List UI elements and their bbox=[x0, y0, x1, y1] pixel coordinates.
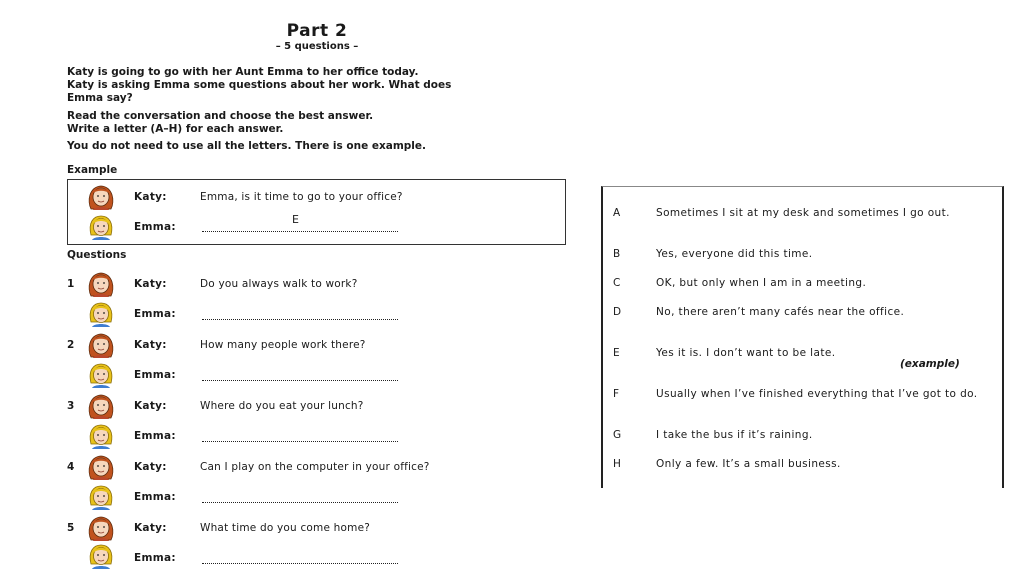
example-box bbox=[67, 179, 566, 245]
emma-avatar-icon bbox=[83, 422, 119, 450]
instruction-line-1: Read the conversation and choose the best answer. bbox=[67, 110, 374, 122]
option-letter: D bbox=[613, 306, 622, 318]
question-emma-label: Emma: bbox=[134, 552, 176, 564]
option-letter: H bbox=[613, 458, 621, 470]
questions-heading: Questions bbox=[67, 249, 127, 261]
question-text: How many people work there? bbox=[200, 339, 366, 351]
option-text: Yes, everyone did this time. bbox=[656, 248, 813, 260]
option-text: I take the bus if it’s raining. bbox=[656, 429, 813, 441]
emma-avatar-icon bbox=[83, 213, 119, 241]
katy-avatar-icon bbox=[83, 331, 119, 359]
option-letter: A bbox=[613, 207, 621, 219]
intro-line-2: Katy is asking Emma some questions about her work. What does bbox=[67, 79, 452, 91]
question-text: Where do you eat your lunch? bbox=[200, 400, 364, 412]
question-emma-label: Emma: bbox=[134, 430, 176, 442]
example-heading: Example bbox=[67, 164, 118, 176]
katy-avatar-icon bbox=[83, 270, 119, 298]
option-text: Only a few. It’s a small business. bbox=[656, 458, 841, 470]
emma-avatar-icon bbox=[83, 300, 119, 328]
question-katy-label: Katy: bbox=[134, 522, 167, 534]
option-text: Sometimes I sit at my desk and sometimes I go out. bbox=[656, 207, 950, 219]
answer-line[interactable] bbox=[202, 501, 398, 503]
example-answer-line bbox=[202, 230, 398, 232]
option-text: OK, but only when I am in a meeting. bbox=[656, 277, 867, 289]
example-katy-label: Katy: bbox=[134, 191, 167, 203]
question-emma-label: Emma: bbox=[134, 369, 176, 381]
option-letter: G bbox=[613, 429, 622, 441]
question-emma-label: Emma: bbox=[134, 491, 176, 503]
instruction-line-3: You do not need to use all the letters. There is one example. bbox=[67, 140, 427, 152]
emma-avatar-icon bbox=[83, 361, 119, 389]
katy-avatar-icon bbox=[83, 183, 119, 211]
emma-avatar-icon bbox=[83, 542, 119, 570]
question-number: 5 bbox=[67, 522, 75, 534]
question-katy-label: Katy: bbox=[134, 461, 167, 473]
question-katy-label: Katy: bbox=[134, 278, 167, 290]
option-letter: C bbox=[613, 277, 621, 289]
options-box bbox=[601, 186, 1004, 488]
option-text: Yes it is. I don’t want to be late. bbox=[656, 347, 836, 359]
question-text: Can I play on the computer in your office? bbox=[200, 461, 430, 473]
answer-line[interactable] bbox=[202, 562, 398, 564]
intro-line-3: Emma say? bbox=[67, 92, 133, 104]
katy-avatar-icon bbox=[83, 514, 119, 542]
katy-avatar-icon bbox=[83, 392, 119, 420]
example-katy-line: Emma, is it time to go to your office? bbox=[200, 191, 403, 203]
question-katy-label: Katy: bbox=[134, 339, 167, 351]
answer-line[interactable] bbox=[202, 379, 398, 381]
question-number: 4 bbox=[67, 461, 75, 473]
option-text: Usually when I’ve finished everything that I’ve got to do. bbox=[656, 388, 978, 400]
option-letter: E bbox=[613, 347, 620, 359]
option-text: No, there aren’t many cafés near the office. bbox=[656, 306, 905, 318]
intro-line-1: Katy is going to go with her Aunt Emma to her office today. bbox=[67, 66, 419, 78]
katy-avatar-icon bbox=[83, 453, 119, 481]
example-answer: E bbox=[292, 213, 299, 226]
answer-line[interactable] bbox=[202, 318, 398, 320]
example-emma-label: Emma: bbox=[134, 221, 176, 233]
question-number: 2 bbox=[67, 339, 75, 351]
question-emma-label: Emma: bbox=[134, 308, 176, 320]
page-subtitle: – 5 questions – bbox=[275, 41, 359, 52]
question-number: 1 bbox=[67, 278, 75, 290]
emma-avatar-icon bbox=[83, 483, 119, 511]
option-letter: F bbox=[613, 388, 620, 400]
question-katy-label: Katy: bbox=[134, 400, 167, 412]
example-tag: (example) bbox=[900, 358, 960, 370]
page-title: Part 2 bbox=[286, 21, 348, 41]
instruction-line-2: Write a letter (A–H) for each answer. bbox=[67, 123, 284, 135]
option-letter: B bbox=[613, 248, 621, 260]
question-number: 3 bbox=[67, 400, 75, 412]
question-text: Do you always walk to work? bbox=[200, 278, 358, 290]
answer-line[interactable] bbox=[202, 440, 398, 442]
question-text: What time do you come home? bbox=[200, 522, 371, 534]
